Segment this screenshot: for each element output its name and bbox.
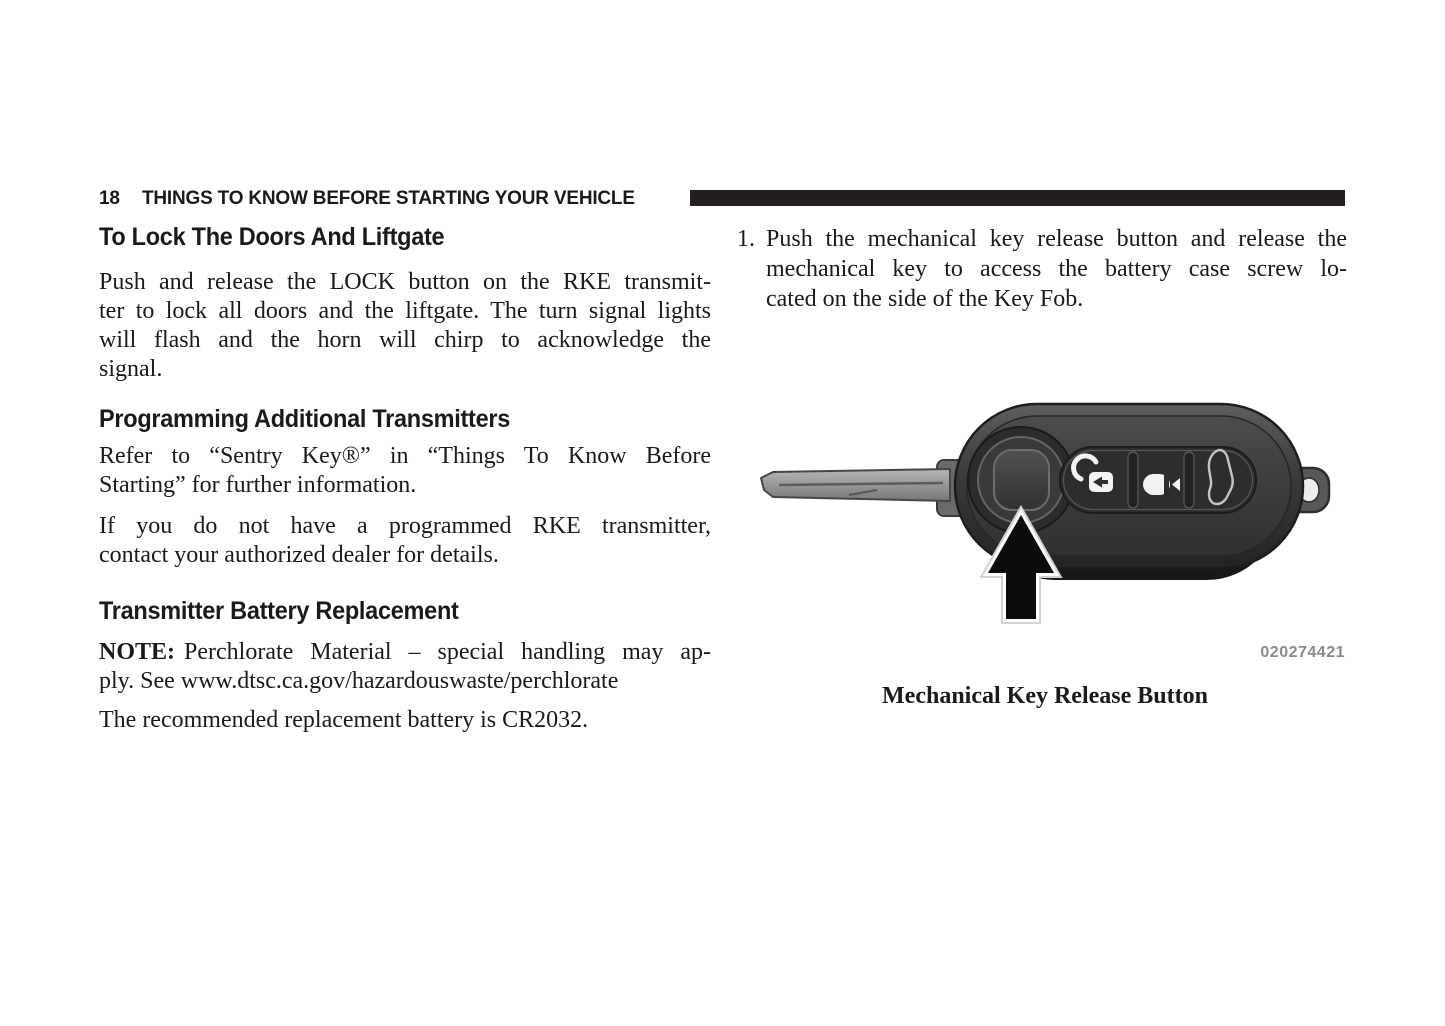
figure-id: 020274421 [1260,644,1345,661]
paragraph-sentry-key [99,442,711,500]
text-line: Starting” for further information. [99,472,417,498]
section-heading-lock-doors: To Lock The Doors And Liftgate [99,223,445,251]
chapter-title: THINGS TO KNOW BEFORE STARTING YOUR VEHICLE [142,188,635,209]
text-line: cated on the side of the Key Fob. [766,286,1084,312]
numbered-step-1 [737,224,1347,314]
text-line: Refer to “Sentry Key®” in “Things To Know Before [99,443,711,469]
text-line: If you do not have a programmed RKE transmitter, [99,513,711,539]
paragraph-note [99,638,711,696]
paragraph-lock-doors [99,268,711,384]
text-line: will flash and the horn will chirp to acknowledge the [99,327,711,353]
right-column [737,224,1347,314]
key-blade-icon [761,460,971,516]
text-line: contact your authorized dealer for details. [99,542,499,568]
section-heading-programming: Programming Additional Transmitters [99,405,511,433]
header-rule-bar [690,190,1345,206]
key-fob-illustration [745,390,1345,630]
paragraph-battery-type: The recommended replacement battery is CR2032. [99,707,589,733]
paragraph-no-transmitter [99,512,711,570]
left-column [99,222,711,735]
step-text [766,224,1347,314]
text-line: mechanical key to access the battery case screw lo- [766,256,1347,282]
step-number: 1. [737,226,755,252]
section-heading-battery: Transmitter Battery Replacement [99,597,459,625]
text-line: ter to lock all doors and the liftgate. The turn signal lights [99,298,711,324]
text-line: signal. [99,356,163,382]
text-line: ply. See www.dtsc.ca.gov/hazardouswaste/perchlorate [99,668,619,694]
note-text: Perchlorate Material – special handling may ap- [184,639,711,665]
note-label: NOTE: [99,639,176,665]
page-number: 18 [99,188,120,209]
text-line: Push the mechanical key release button and release the [766,226,1347,252]
figure-caption: Mechanical Key Release Button [882,683,1208,709]
text-line [99,638,711,667]
text-line: Push and release the LOCK button on the RKE transmit- [99,269,711,295]
